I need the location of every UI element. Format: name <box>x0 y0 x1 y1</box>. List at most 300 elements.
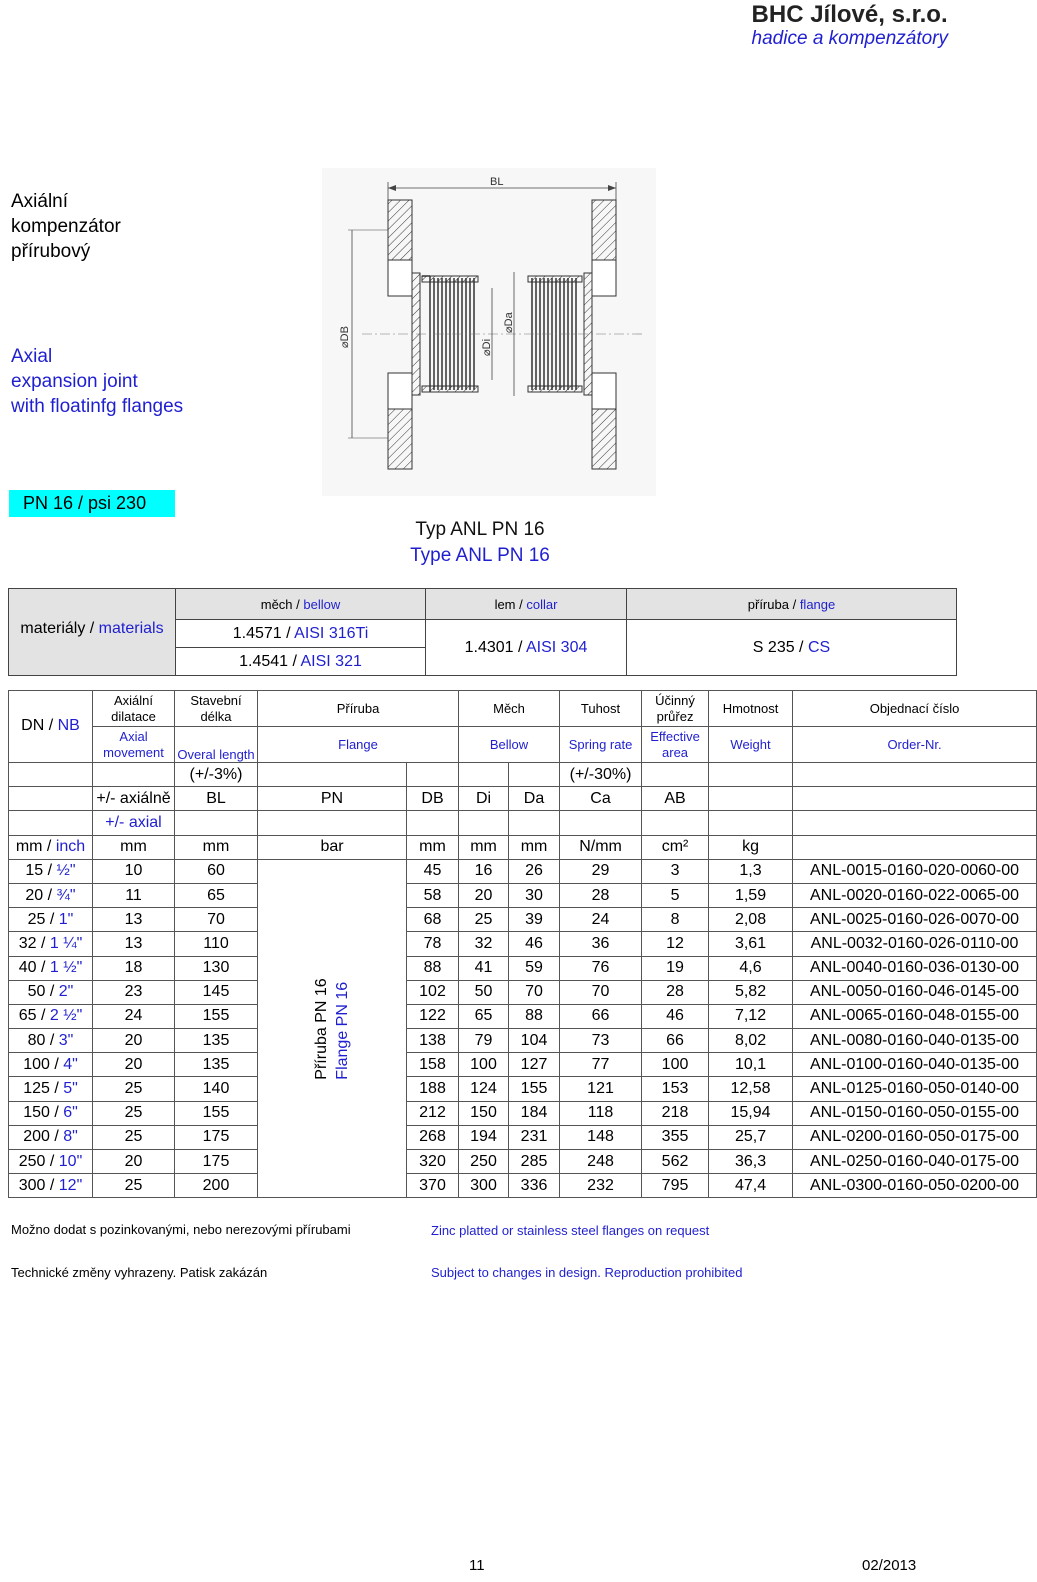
cell-dn-inch: 5" <box>63 1080 78 1098</box>
cell-pn-merged <box>258 859 407 1198</box>
cell-axial: 25 <box>93 1174 175 1198</box>
empty-cell <box>93 763 175 787</box>
table-row <box>9 1101 1037 1125</box>
cell-ab: 562 <box>642 1150 709 1174</box>
cell-axial: 25 <box>93 1077 175 1101</box>
cell-da: 39 <box>509 908 560 932</box>
bellow-header-cz: měch <box>260 596 293 612</box>
empty-cell <box>709 811 793 835</box>
cell-db: 68 <box>407 908 459 932</box>
unit-mm-inch <box>9 835 93 859</box>
cell-ca: 36 <box>560 932 642 956</box>
cell-kg: 5,82 <box>709 980 793 1004</box>
cell-di: 194 <box>459 1125 509 1149</box>
cell-da: 155 <box>509 1077 560 1101</box>
cell-di: 150 <box>459 1101 509 1125</box>
cell-di: 41 <box>459 956 509 980</box>
bellow-material-2-aisi: AISI 321 <box>300 652 362 670</box>
cell-db: 122 <box>407 1004 459 1028</box>
cell-ca: 232 <box>560 1174 642 1198</box>
cell-axial: 20 <box>93 1053 175 1077</box>
cell-da: 46 <box>509 932 560 956</box>
cell-dn <box>9 883 93 907</box>
cell-kg: 1,59 <box>709 883 793 907</box>
unit-pn: bar <box>258 835 407 859</box>
header-area-cz <box>642 691 709 727</box>
title-en-line: Axial <box>11 346 53 367</box>
unit-kg: kg <box>709 835 793 859</box>
cell-dn <box>9 932 93 956</box>
header-order-cz: Objednací číslo <box>793 691 1037 727</box>
empty-cell <box>509 811 560 835</box>
header-area-cz-2: průřez <box>656 708 694 724</box>
unit-da: mm <box>509 835 560 859</box>
cell-ca: 121 <box>560 1077 642 1101</box>
cell-da: 127 <box>509 1053 560 1077</box>
table-row <box>9 956 1037 980</box>
cell-ca: 73 <box>560 1029 642 1053</box>
cell-dn-mm: 15 / <box>25 862 53 880</box>
cell-ab: 100 <box>642 1053 709 1077</box>
cell-di: 20 <box>459 883 509 907</box>
tolerance-length: (+/-3%) <box>175 763 258 787</box>
empty-cell <box>793 763 1037 787</box>
header-dn-cz: DN <box>21 717 45 734</box>
cell-ca: 70 <box>560 980 642 1004</box>
empty-cell <box>407 811 459 835</box>
table-row <box>9 1077 1037 1101</box>
cell-bl: 65 <box>175 883 258 907</box>
cell-bl: 140 <box>175 1077 258 1101</box>
header-axial-cz-1: Axiální <box>113 692 154 708</box>
bellow-material-1: 1.4571 / AISI 316Ti <box>176 620 426 648</box>
empty-cell <box>709 763 793 787</box>
header-axial-en-2: movement <box>103 744 164 760</box>
empty-cell <box>560 811 642 835</box>
cell-ab: 28 <box>642 980 709 1004</box>
cell-dn-mm: 32 / <box>18 934 46 952</box>
cell-order: ANL-0015-0160-020-0060-00 <box>793 859 1037 883</box>
header-area-en-2: area <box>662 744 689 760</box>
cell-ab: 8 <box>642 908 709 932</box>
cell-da: 336 <box>509 1174 560 1198</box>
materials-label-en: materials <box>98 620 164 637</box>
cell-axial: 13 <box>93 908 175 932</box>
cell-order: ANL-0300-0160-050-0200-00 <box>793 1174 1037 1198</box>
cell-dn <box>9 1174 93 1198</box>
cell-kg: 25,7 <box>709 1125 793 1149</box>
type-cz: Typ ANL PN 16 <box>415 519 545 540</box>
empty-cell <box>407 763 459 787</box>
header-area-cz-1: Účinný <box>655 692 695 708</box>
symbol-di: Di <box>459 787 509 811</box>
title-en-line: expansion joint <box>11 371 138 392</box>
symbol-axial-cz: +/- axiálně <box>93 787 175 811</box>
empty-cell <box>9 811 93 835</box>
cell-dn <box>9 956 93 980</box>
bellow-material-2-num: 1.4541 <box>239 652 289 670</box>
cell-db: 78 <box>407 932 459 956</box>
title-en-line: with floatinfg flanges <box>11 396 184 417</box>
header-length-cz-1: Stavební <box>190 692 242 708</box>
table-row <box>9 1174 1037 1198</box>
cell-di: 79 <box>459 1029 509 1053</box>
cell-di: 25 <box>459 908 509 932</box>
company-header <box>752 2 948 50</box>
cell-order: ANL-0032-0160-026-0110-00 <box>793 932 1037 956</box>
cell-bl: 130 <box>175 956 258 980</box>
table-row <box>9 859 1037 883</box>
cell-ca: 148 <box>560 1125 642 1149</box>
unit-db: mm <box>407 835 459 859</box>
symbol-ca: Ca <box>560 787 642 811</box>
cell-di: 32 <box>459 932 509 956</box>
cell-dn-inch: ½" <box>56 862 76 880</box>
header-order-en: Order-Nr. <box>793 727 1037 763</box>
cell-ca: 28 <box>560 883 642 907</box>
cell-ca: 118 <box>560 1101 642 1125</box>
cell-dn-mm: 40 / <box>18 959 46 977</box>
cell-di: 100 <box>459 1053 509 1077</box>
cell-dn-inch: 10" <box>58 1152 83 1170</box>
flange-material-num: S 235 <box>752 638 795 656</box>
cell-bl: 70 <box>175 908 258 932</box>
cell-ca: 29 <box>560 859 642 883</box>
dimensions-table <box>8 690 1037 1198</box>
note-flanges-cz: Možno dodat s pozinkovanými, nebo nerezovými přírubami <box>11 1222 351 1237</box>
header-flange-cz: Příruba <box>258 691 459 727</box>
unit-di: mm <box>459 835 509 859</box>
cell-db: 212 <box>407 1101 459 1125</box>
cell-da: 285 <box>509 1150 560 1174</box>
header-axial-cz <box>93 691 175 727</box>
header-length-cz-2: délka <box>200 708 232 724</box>
cell-ab: 12 <box>642 932 709 956</box>
cell-db: 102 <box>407 980 459 1004</box>
cell-ca: 248 <box>560 1150 642 1174</box>
header-area-en-1: Effective <box>650 728 700 744</box>
cell-order: ANL-0200-0160-050-0175-00 <box>793 1125 1037 1149</box>
cell-order: ANL-0050-0160-046-0145-00 <box>793 980 1037 1004</box>
cell-di: 124 <box>459 1077 509 1101</box>
flange-header: příruba / flange <box>627 589 957 620</box>
cell-order: ANL-0040-0160-036-0130-00 <box>793 956 1037 980</box>
cell-bl: 135 <box>175 1053 258 1077</box>
cell-dn <box>9 859 93 883</box>
cell-ca: 66 <box>560 1004 642 1028</box>
cell-db: 158 <box>407 1053 459 1077</box>
collar-header: lem / collar <box>426 589 627 620</box>
table-row <box>9 932 1037 956</box>
cell-dn-inch: 8" <box>63 1128 78 1146</box>
cell-dn-inch: 12" <box>58 1176 83 1194</box>
cell-ab: 218 <box>642 1101 709 1125</box>
empty-cell <box>793 835 1037 859</box>
cell-ab: 19 <box>642 956 709 980</box>
cell-ab: 46 <box>642 1004 709 1028</box>
cell-dn <box>9 1004 93 1028</box>
table-row <box>9 1029 1037 1053</box>
cell-dn <box>9 1053 93 1077</box>
collar-material: 1.4301 / AISI 304 <box>426 620 627 676</box>
empty-cell <box>258 763 407 787</box>
unit-mm: mm / <box>15 838 52 856</box>
header-flange-en: Flange <box>258 727 459 763</box>
cell-axial: 18 <box>93 956 175 980</box>
cell-order: ANL-0065-0160-048-0155-00 <box>793 1004 1037 1028</box>
cell-db: 138 <box>407 1029 459 1053</box>
type-heading <box>0 517 960 569</box>
materials-label: materiály / materials <box>9 589 176 676</box>
cell-axial: 25 <box>93 1101 175 1125</box>
cell-dn-mm: 20 / <box>25 886 53 904</box>
cell-kg: 10,1 <box>709 1053 793 1077</box>
header-area-en <box>642 727 709 763</box>
empty-cell <box>9 787 93 811</box>
table-body <box>9 859 1037 1198</box>
cell-axial: 13 <box>93 932 175 956</box>
cell-dn-inch: 6" <box>63 1104 78 1122</box>
cell-dn-mm: 50 / <box>27 983 55 1001</box>
flange-header-cz: příruba <box>747 596 789 612</box>
cell-dn <box>9 1125 93 1149</box>
cell-bl: 175 <box>175 1125 258 1149</box>
cell-order: ANL-0025-0160-026-0070-00 <box>793 908 1037 932</box>
cell-axial: 10 <box>93 859 175 883</box>
cell-order: ANL-0100-0160-040-0135-00 <box>793 1053 1037 1077</box>
bellow-header: měch / bellow <box>176 589 426 620</box>
cell-kg: 3,61 <box>709 932 793 956</box>
cell-order: ANL-0150-0160-050-0155-00 <box>793 1101 1037 1125</box>
cell-db: 88 <box>407 956 459 980</box>
cell-ab: 5 <box>642 883 709 907</box>
empty-cell <box>793 787 1037 811</box>
cell-da: 30 <box>509 883 560 907</box>
note-changes-cz: Technické změny vyhrazeny. Patisk zakázán <box>11 1265 268 1280</box>
bellow-material-2: 1.4541 / AISI 321 <box>176 648 426 676</box>
title-cz-line: kompenzátor <box>11 216 121 237</box>
bellow-material-1-num: 1.4571 <box>232 624 282 642</box>
header-length-cz <box>175 691 258 727</box>
symbol-axial-en: +/- axial <box>93 811 175 835</box>
header-spring-cz: Tuhost <box>560 691 642 727</box>
symbol-bl: BL <box>175 787 258 811</box>
cell-bl: 200 <box>175 1174 258 1198</box>
cell-ab: 355 <box>642 1125 709 1149</box>
cell-db: 268 <box>407 1125 459 1149</box>
flange-material: S 235 / CS <box>627 620 957 676</box>
cell-axial: 24 <box>93 1004 175 1028</box>
cell-bl: 155 <box>175 1004 258 1028</box>
cell-da: 184 <box>509 1101 560 1125</box>
cell-kg: 2,08 <box>709 908 793 932</box>
cell-dn-inch: 1 ½" <box>49 959 83 977</box>
cell-di: 50 <box>459 980 509 1004</box>
flange-header-en: flange <box>799 596 836 612</box>
empty-cell <box>459 811 509 835</box>
empty-cell <box>642 811 709 835</box>
collar-material-num: 1.4301 <box>464 638 514 656</box>
cell-order: ANL-0125-0160-050-0140-00 <box>793 1077 1037 1101</box>
pressure-badge: PN 16 / psi 230 <box>9 490 175 517</box>
collar-header-cz: lem <box>494 596 516 612</box>
cell-kg: 8,02 <box>709 1029 793 1053</box>
empty-cell <box>509 763 560 787</box>
page-number: 11 <box>469 1557 485 1574</box>
empty-cell <box>793 811 1037 835</box>
label-di: ⌀Di <box>481 338 493 356</box>
cell-dn <box>9 980 93 1004</box>
pn-label-en: Flange PN 16 <box>334 981 351 1080</box>
header-weight-en: Weight <box>709 727 793 763</box>
cell-dn-inch: 4" <box>63 1055 78 1073</box>
symbol-db: DB <box>407 787 459 811</box>
cell-bl: 145 <box>175 980 258 1004</box>
table-row <box>9 1150 1037 1174</box>
cell-dn <box>9 1150 93 1174</box>
cell-order: ANL-0080-0160-040-0135-00 <box>793 1029 1037 1053</box>
label-bl: BL <box>490 176 504 188</box>
table-row <box>9 980 1037 1004</box>
cell-dn-mm: 200 / <box>23 1128 59 1146</box>
cell-dn-mm: 65 / <box>18 1007 46 1025</box>
materials-table <box>8 588 957 676</box>
tolerance-spring: (+/-30%) <box>560 763 642 787</box>
cell-dn-mm: 125 / <box>23 1080 59 1098</box>
table-row <box>9 1004 1037 1028</box>
unit-ca: N/mm <box>560 835 642 859</box>
cell-axial: 11 <box>93 883 175 907</box>
cell-dn-mm: 25 / <box>27 910 55 928</box>
header-weight-cz: Hmotnost <box>709 691 793 727</box>
cell-order: ANL-0250-0160-040-0175-00 <box>793 1150 1037 1174</box>
table-row <box>9 1125 1037 1149</box>
cell-bl: 135 <box>175 1029 258 1053</box>
type-en: Type ANL PN 16 <box>410 545 550 566</box>
cell-bl: 155 <box>175 1101 258 1125</box>
cell-dn-mm: 100 / <box>23 1055 59 1073</box>
cell-db: 370 <box>407 1174 459 1198</box>
page-date: 02/2013 <box>862 1557 917 1574</box>
cell-di: 250 <box>459 1150 509 1174</box>
title-czech <box>11 189 121 264</box>
cell-db: 188 <box>407 1077 459 1101</box>
empty-cell <box>459 763 509 787</box>
note-flanges-en: Zinc platted or stainless steel flanges on request <box>431 1223 710 1238</box>
bellow-header-en: bellow <box>303 596 341 612</box>
unit-axial: mm <box>93 835 175 859</box>
bellow-material-1-aisi: AISI 316Ti <box>294 624 369 642</box>
empty-cell <box>175 811 258 835</box>
cell-bl: 110 <box>175 932 258 956</box>
header-spring-en: Spring rate <box>560 727 642 763</box>
empty-cell <box>642 763 709 787</box>
header-bellow-cz: Měch <box>459 691 560 727</box>
materials-label-cz: materiály <box>20 620 86 637</box>
cell-dn <box>9 908 93 932</box>
cell-di: 65 <box>459 1004 509 1028</box>
cell-dn-inch: ¾" <box>56 886 76 904</box>
cell-da: 88 <box>509 1004 560 1028</box>
unit-bl: mm <box>175 835 258 859</box>
table-row <box>9 1053 1037 1077</box>
cell-da: 231 <box>509 1125 560 1149</box>
cell-da: 70 <box>509 980 560 1004</box>
label-db: ⌀DB <box>339 326 351 348</box>
header-dn: DN / NB <box>9 691 93 763</box>
cell-dn <box>9 1101 93 1125</box>
table-row <box>9 908 1037 932</box>
unit-ab: cm² <box>642 835 709 859</box>
header-axial-en-1: Axial <box>119 728 148 744</box>
cell-db: 58 <box>407 883 459 907</box>
cell-dn-inch: 1 ¼" <box>49 934 83 952</box>
cell-ab: 153 <box>642 1077 709 1101</box>
pn-rotated-label <box>311 978 353 1079</box>
cell-ca: 77 <box>560 1053 642 1077</box>
cell-da: 104 <box>509 1029 560 1053</box>
cell-kg: 1,3 <box>709 859 793 883</box>
cell-dn-mm: 300 / <box>18 1176 55 1194</box>
collar-material-aisi: AISI 304 <box>526 638 588 656</box>
note-changes-en: Subject to changes in design. Reproduction prohibited <box>431 1265 743 1280</box>
cell-db: 45 <box>407 859 459 883</box>
cell-dn <box>9 1029 93 1053</box>
cell-ca: 24 <box>560 908 642 932</box>
cell-ab: 795 <box>642 1174 709 1198</box>
cell-dn-inch: 2 ½" <box>49 1007 83 1025</box>
title-english <box>11 344 183 419</box>
cell-bl: 60 <box>175 859 258 883</box>
cell-axial: 20 <box>93 1150 175 1174</box>
cell-di: 16 <box>459 859 509 883</box>
header-axial-cz-2: dilatace <box>111 708 156 724</box>
cell-kg: 15,94 <box>709 1101 793 1125</box>
cell-ab: 66 <box>642 1029 709 1053</box>
cell-kg: 12,58 <box>709 1077 793 1101</box>
expansion-joint-drawing <box>322 168 656 496</box>
cell-da: 59 <box>509 956 560 980</box>
cell-bl: 175 <box>175 1150 258 1174</box>
cell-db: 320 <box>407 1150 459 1174</box>
cell-dn-inch: 1" <box>58 910 74 928</box>
header-length-en: Overal length <box>175 727 258 763</box>
cell-axial: 25 <box>93 1125 175 1149</box>
cell-da: 26 <box>509 859 560 883</box>
cell-dn-inch: 3" <box>58 1031 74 1049</box>
cell-kg: 7,12 <box>709 1004 793 1028</box>
cell-axial: 20 <box>93 1029 175 1053</box>
cell-kg: 47,4 <box>709 1174 793 1198</box>
cell-dn-mm: 250 / <box>18 1152 55 1170</box>
cell-order: ANL-0020-0160-022-0065-00 <box>793 883 1037 907</box>
header-axial-en <box>93 727 175 763</box>
cell-axial: 23 <box>93 980 175 1004</box>
cell-ca: 76 <box>560 956 642 980</box>
cell-kg: 36,3 <box>709 1150 793 1174</box>
pn-label-cz: Příruba PN 16 <box>313 977 330 1080</box>
table-row <box>9 883 1037 907</box>
cell-di: 300 <box>459 1174 509 1198</box>
company-name: BHC Jílové, s.r.o. <box>751 1 948 28</box>
title-cz-line: Axiální <box>11 191 69 212</box>
flange-material-cs: CS <box>807 638 831 656</box>
cell-dn-mm: 80 / <box>27 1031 55 1049</box>
header-dn-en: NB <box>57 717 80 734</box>
cell-dn-inch: 2" <box>58 983 74 1001</box>
company-tagline: hadice a kompenzátory <box>751 28 948 49</box>
empty-cell <box>258 811 407 835</box>
